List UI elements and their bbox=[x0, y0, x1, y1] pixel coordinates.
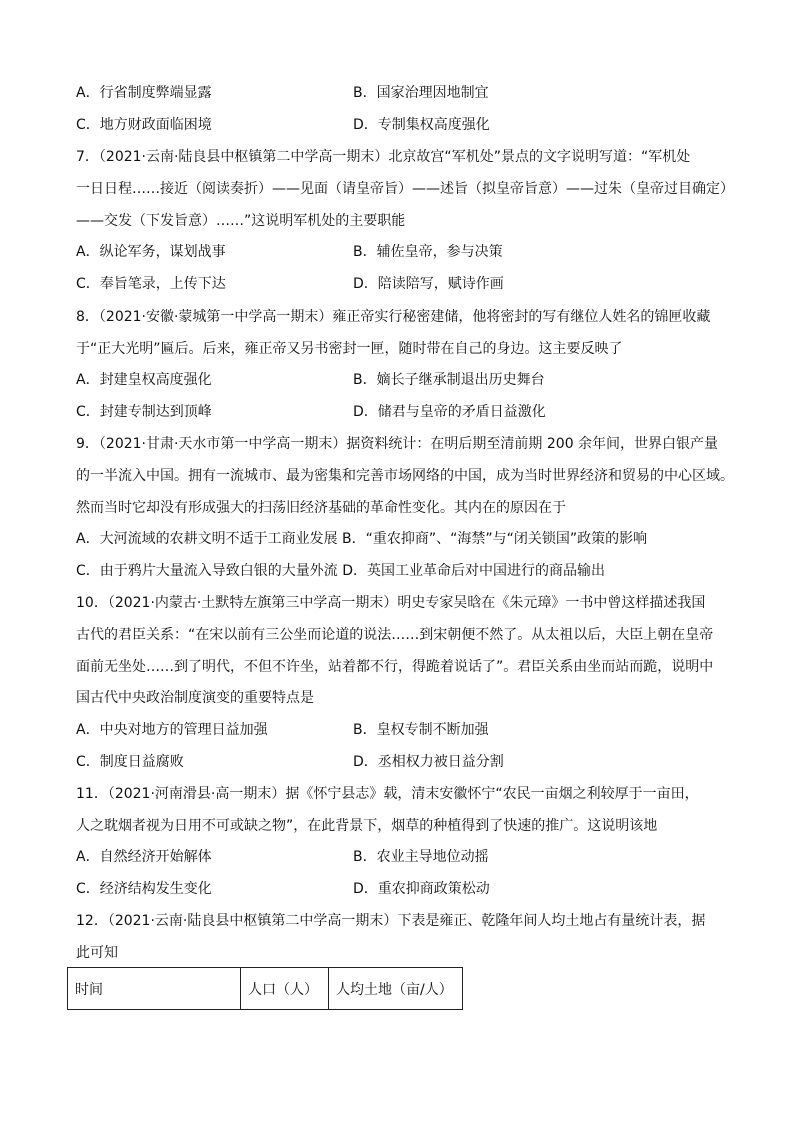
q7-stem-line-2: 一日日程……接近（阅读奏折）——见面（请皇帝旨）——述旨（拟皇帝旨意）——过朱（皇帝过目确定） bbox=[76, 181, 734, 197]
land-statistics-table bbox=[67, 967, 463, 1010]
table-header-row bbox=[68, 968, 463, 1010]
q8-stem-line-1: 8．（2021·安徽·蒙城第一中学高一期末）雍正帝实行秘密建储，他将密封的写有继位人姓名的锦匣收藏 bbox=[76, 309, 711, 325]
q9-stem-line-3: 然而当时它却没有形成强大的扫荡旧经济基础的革命性变化。其内在的原因在于 bbox=[76, 500, 566, 516]
q7-option-b: B．辅佐皇帝，参与决策 bbox=[353, 244, 503, 260]
table-header-land-per-capita: 人均土地（亩/人） bbox=[329, 968, 463, 1010]
q9-options-ab: A．大河流域的农耕文明不适于工商业发展 B．“重农抑商”、“海禁”与“闭关锁国”政策的影响 bbox=[76, 531, 648, 547]
q9-stem-line-2: 的一半流入中国。拥有一流城市、最为密集和完善市场网络的中国，成为当时世界经济和贸易的中心区域。 bbox=[76, 468, 734, 484]
q7-stem-line-3: ——交发（下发旨意）……”这说明军机处的主要职能 bbox=[76, 213, 406, 229]
q7-option-d: D．陪读陪写，赋诗作画 bbox=[353, 276, 504, 292]
q10-stem-line-4: 国古代中央政治制度演变的重要特点是 bbox=[76, 690, 314, 706]
q7-option-a: A．纵论军务，谋划战事 bbox=[76, 244, 226, 260]
table-header-time: 时间 bbox=[68, 968, 241, 1010]
q11-option-b: B．农业主导地位动摇 bbox=[353, 849, 489, 865]
q10-stem-line-2: 古代的君臣关系：“在宋以前有三公坐而论道的说法……到宋朝便不然了。从太祖以后，大臣上朝在皇帝 bbox=[76, 627, 714, 643]
q10-stem-line-3: 面前无坐处……到了明代，不但不许坐，站着都不行，得跪着说话了”。君臣关系由坐而站而跪，说明中 bbox=[76, 659, 714, 675]
q11-stem-line-2: 人之耽烟者视为日用不可或缺之物”，在此背景下，烟草的种植得到了快速的推广。这说明该地 bbox=[76, 818, 658, 834]
q8-option-a: A．封建皇权高度强化 bbox=[76, 372, 212, 388]
q10-option-d: D．丞相权力被日益分割 bbox=[353, 754, 504, 770]
q12-stem-line-2: 此可知 bbox=[76, 945, 118, 961]
q9-options-cd: C．由于鸦片大量流入导致白银的大量外流 D．英国工业革命后对中国进行的商品输出 bbox=[76, 563, 606, 579]
q8-option-c: C．封建专制达到顶峰 bbox=[76, 404, 212, 420]
q10-stem-line-1: 10．（2021·内蒙古·土默特左旗第三中学高一期末）明史专家吴晗在《朱元璋》一书中曾这样描述我国 bbox=[76, 595, 706, 611]
q10-option-a: A．中央对地方的管理日益加强 bbox=[76, 722, 268, 738]
q11-option-c: C．经济结构发生变化 bbox=[76, 881, 212, 897]
q7-option-c: C．奉旨笔录，上传下达 bbox=[76, 276, 226, 292]
q6-option-a: A．行省制度弊端显露 bbox=[76, 85, 212, 101]
q9-stem-line-1: 9．（2021·甘肃·天水市第一中学高一期末）据资料统计：在明后期至清前期 200 余年间，世界白银产量 bbox=[76, 436, 719, 452]
q11-option-a: A．自然经济开始解体 bbox=[76, 849, 212, 865]
q8-option-d: D．储君与皇帝的矛盾日益激化 bbox=[353, 404, 546, 420]
q6-option-d: D．专制集权高度强化 bbox=[353, 117, 490, 133]
table-header-population: 人口（人） bbox=[241, 968, 329, 1010]
q8-stem-line-2: 于“正大光明”匾后。后来，雍正帝又另书密封一匣，随时带在自己的身边。这主要反映了 bbox=[76, 341, 623, 357]
q6-option-c: C．地方财政面临困境 bbox=[76, 117, 212, 133]
q8-option-b: B．嫡长子继承制退出历史舞台 bbox=[353, 372, 545, 388]
q11-option-d: D．重农抑商政策松动 bbox=[353, 881, 490, 897]
q6-option-b: B．国家治理因地制宜 bbox=[353, 85, 489, 101]
q12-stem-line-1: 12．（2021·云南·陆良县中枢镇第二中学高一期末）下表是雍正、乾隆年间人均土地占有量统计表，据 bbox=[76, 913, 706, 929]
q7-stem-line-1: 7．（2021·云南·陆良县中枢镇第二中学高一期末）北京故宫“军机处”景点的文字说明写道：“军机处 bbox=[76, 149, 691, 165]
q10-option-b: B．皇权专制不断加强 bbox=[353, 722, 489, 738]
q10-option-c: C．制度日益腐败 bbox=[76, 754, 184, 770]
q11-stem-line-1: 11．（2021·河南滑县·高一期末）据《怀宁县志》载，清末安徽怀宁“农民一亩烟之利较厚于一亩田， bbox=[76, 786, 699, 802]
